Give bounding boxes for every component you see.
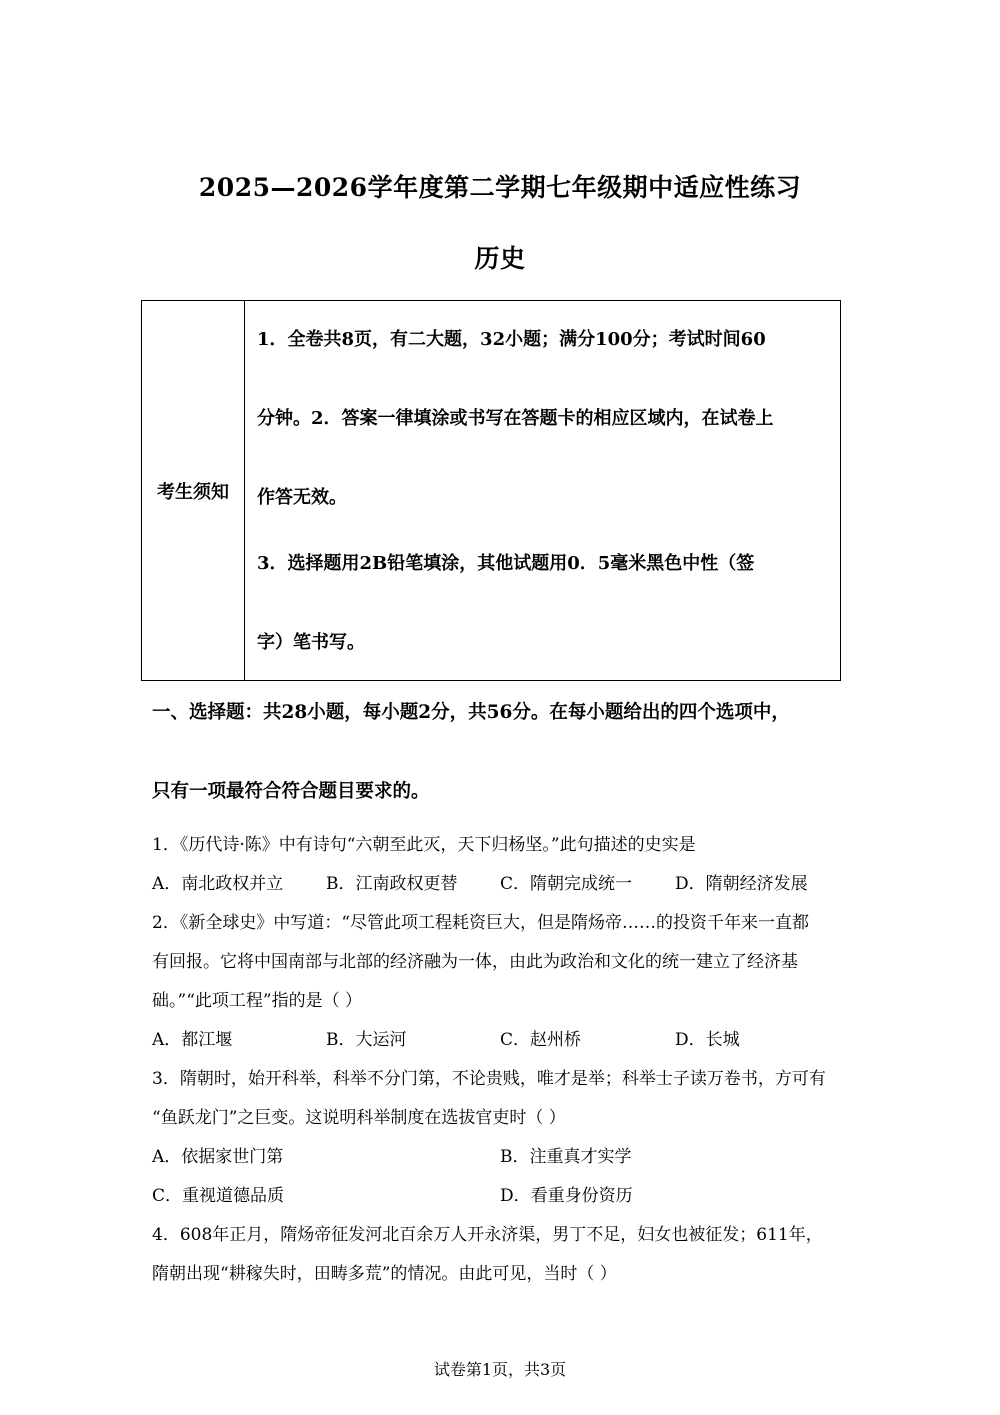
question-stem: 有回报。它将中国南部与北部的经济融为一体，由此为政治和文化的统一建立了经济基 (152, 952, 798, 972)
notice-line: 3．选择题用2B铅笔填涂，其他试题用0．5毫米黑色中性（签 (257, 553, 755, 574)
question-stem: 4．608年正月，隋炀帝征发河北百余万人开永济渠，男丁不足，妇女也被征发；611年， (152, 1225, 823, 1245)
section-heading: 一、选择题：共28小题，每小题2分，共56分。在每小题给出的四个选项中， (152, 702, 790, 723)
question-option: A．都江堰 (152, 1030, 233, 1050)
question-stem: 2．《新全球史》中写道：“尽管此项工程耗资巨大，但是隋炀帝……的投资千年来一直都 (152, 913, 810, 933)
question-stem: 1．《历代诗·陈》中有诗句“六朝至此灭，天下归杨坚。”此句描述的史实是 (152, 835, 696, 855)
question-option: B．注重真才实学 (500, 1147, 632, 1167)
question-option: B．大运河 (326, 1030, 407, 1050)
question-option: D．隋朝经济发展 (675, 874, 808, 894)
question-option: C．隋朝完成统一 (500, 874, 633, 894)
question-stem: 础。”“此项工程”指的是（ ） (152, 991, 362, 1011)
page-footer: 试卷第1页，共3页 (433, 1360, 567, 1379)
notice-line: 字）笔书写。 (257, 632, 365, 653)
question-option: A．依据家世门第 (152, 1147, 284, 1167)
question-option: D．长城 (675, 1030, 740, 1050)
question-stem: “鱼跃龙门”之巨变。这说明科举制度在选拔官吏时（ ） (152, 1108, 566, 1128)
notice-table (141, 300, 841, 681)
question-option: B．江南政权更替 (326, 874, 458, 894)
notice-line: 作答无效。 (257, 487, 347, 508)
question-option: A．南北政权并立 (152, 874, 284, 894)
question-option: D．看重身份资历 (500, 1186, 633, 1206)
section-heading: 只有一项最符合符合题目要求的。 (152, 781, 430, 802)
question-stem: 3．隋朝时，始开科举，科举不分门第，不论贵贱，唯才是举；科举士子读万卷书，方可有 (152, 1069, 826, 1089)
question-option: C．赵州桥 (500, 1030, 582, 1050)
subject-title: 历史 (474, 244, 526, 273)
notice-line: 1．全卷共8页，有二大题，32小题；满分100分；考试时间60 (257, 329, 766, 350)
question-option: C．重视道德品质 (152, 1186, 285, 1206)
notice-line: 分钟。2．答案一律填涂或书写在答题卡的相应区域内，在试卷上 (257, 408, 774, 429)
exam-title: 2025—2026学年度第二学期七年级期中适应性练习 (198, 173, 802, 202)
question-stem: 隋朝出现“耕稼失时，田畴多荒”的情况。由此可见，当时（ ） (152, 1264, 617, 1284)
notice-label: 考生须知 (142, 301, 245, 680)
